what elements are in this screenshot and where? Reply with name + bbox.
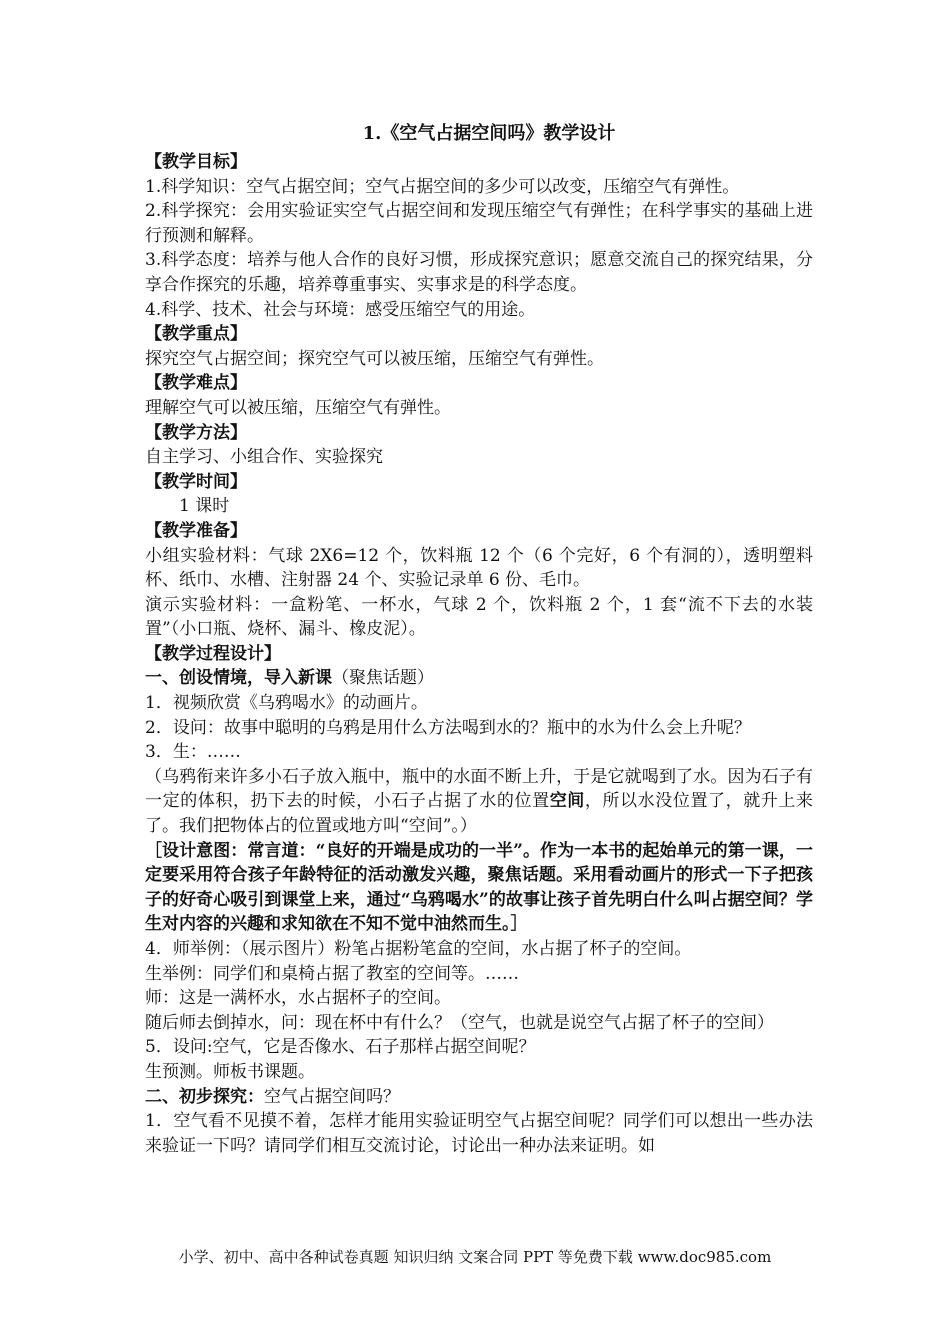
section1-heading <box>145 666 813 691</box>
answer-text-a: （乌鸦衔来许多小石子放入瓶中，瓶中的水面不断上升，于是它就喝到了水。因为石子有一定的体积，扔下去的时候，小石子占据了水的位置 <box>145 766 813 812</box>
section1-note: （聚焦话题） <box>332 668 434 689</box>
time-heading: 【教学时间】 <box>145 471 247 492</box>
section1-more-1: 4．师举例：（展示图片）粉笔占据粉笔盒的空间，水占据了杯子的空间。 <box>145 939 692 959</box>
key-points-heading: 【教学重点】 <box>145 324 247 345</box>
section2-note: 空气占据空间吗？ <box>264 1086 400 1107</box>
time-text: 1 课时 <box>179 496 230 517</box>
section2-text: 1．空气看不见摸不着，怎样才能用实验证明空气占据空间呢？同学们可以想出一些办法来验证一下吗？请同学们相互交流讨论，讨论出一种办法来证明。如 <box>145 1111 813 1156</box>
section2-heading <box>145 1085 813 1110</box>
preparation-demo-materials: 演示实验材料：一盒粉笔、一杯水，气球 2 个，饮料瓶 2 个，1 套“流不下去的水装置”（小口瓶、烧杯、漏斗、橡皮泥）。 <box>145 594 813 640</box>
objective-item-4: 4.科学、技术、社会与环境：感受压缩空气的用途。 <box>145 299 536 320</box>
section1-title: 一、创设情境，导入新课 <box>145 668 332 689</box>
difficulties-heading: 【教学难点】 <box>145 373 247 394</box>
methods-heading: 【教学方法】 <box>145 422 247 443</box>
section1-item-2: 2．设问：故事中聪明的乌鸦是用什么方法喝到水的？瓶中的水为什么会上升呢？ <box>145 717 751 738</box>
design-intent: ［设计意图：常言道：“良好的开端是成功的一半”。作为一本书的起始单元的第一课，一定要采用符合孩子年龄特征的活动激发兴趣，聚焦话题。采用看动画片的形式一下子把孩子的好奇心吸引到课堂上来，通过“乌鸦喝水”的故事让孩子首先明白什么叫占据空间？学生对内容的兴趣和求知欲在不知不觉中油然而生。］ <box>145 840 813 935</box>
objective-item-1: 1.科学知识：空气占据空间；空气占据空间的多少可以改变，压缩空气有弹性。 <box>145 176 740 197</box>
page-footer: 小学、初中、高中各种试卷真题 知识归纳 文案合同 PPT 等免费下载 www.doc985.com <box>178 1248 772 1266</box>
section1-more-5: 5．设问:空气，它是否像水、石子那样占据空间呢？ <box>145 1037 536 1058</box>
objective-item-3: 3.科学态度：培养与他人合作的良好习惯，形成探究意识；愿意交流自己的探究结果，分享合作探究的乐趣，培养尊重事实、实事求是的科学态度。 <box>145 250 813 295</box>
section1-more-6: 生预测。师板书课题。 <box>145 1061 315 1082</box>
answer-text-bold: 空间 <box>549 791 585 812</box>
process-heading: 【教学过程设计】 <box>145 643 281 664</box>
section1-more-2: 生举例：同学们和桌椅占据了教室的空间等。…… <box>145 963 519 984</box>
key-points-text: 探究空气占据空间；探究空气可以被压缩，压缩空气有弹性。 <box>145 348 604 369</box>
section1-item-3: 3．生：…… <box>145 742 241 763</box>
section1-more-4: 随后师去倒掉水，问：现在杯中有什么？（空气，也就是说空气占据了杯子的空间） <box>145 1012 774 1033</box>
objective-item-2: 2.科学探究：会用实验证实空气占据空间和发现压缩空气有弹性；在科学事实的基础上进行预测和解释。 <box>145 201 813 246</box>
answer-text-b: ，所以水没位置了，就升上来了。我们把物体占的位置或地方叫“空间”。） <box>145 791 814 837</box>
preparation-heading: 【教学准备】 <box>145 520 247 541</box>
document-page <box>145 118 813 1158</box>
methods-text: 自主学习、小组合作、实验探究 <box>145 447 383 468</box>
section2-title: 二、初步探究： <box>145 1086 264 1107</box>
objectives-heading: 【教学目标】 <box>145 152 247 172</box>
section1-more-3: 师：这是一满杯水，水占据杯子的空间。 <box>145 988 451 1009</box>
section1-answer <box>145 765 813 839</box>
difficulties-text: 理解空气可以被压缩，压缩空气有弹性。 <box>145 397 451 418</box>
preparation-group-materials: 小组实验材料：气球 2X6=12 个，饮料瓶 12 个（6 个完好，6 个有洞的），透明塑料杯、纸巾、水槽、注射器 24 个、实验记录单 6 份、毛巾。 <box>145 545 813 591</box>
section1-item-1: 1．视频欣赏《乌鸦喝水》的动画片。 <box>145 693 428 714</box>
document-title: 1.《空气占据空间吗》教学设计 <box>362 123 616 144</box>
